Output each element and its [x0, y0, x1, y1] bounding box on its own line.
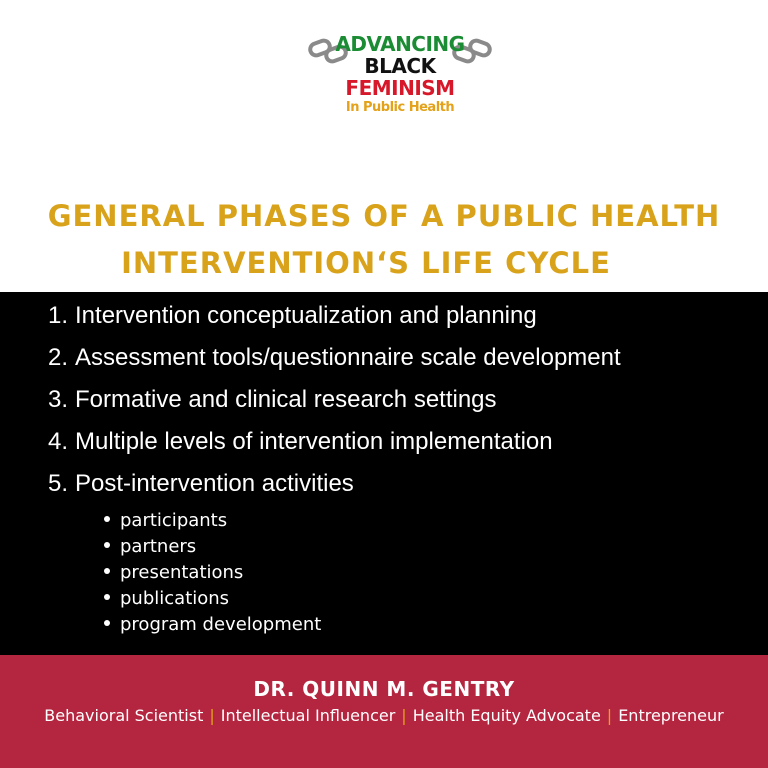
activity-list-item [104, 510, 227, 531]
bullet-icon [104, 568, 110, 574]
activity-label: presentations [120, 562, 244, 583]
role-label: Entrepreneur [618, 706, 724, 725]
phases-panel [0, 292, 768, 655]
phase-text: Intervention conceptualization and planning [75, 302, 537, 329]
role-separator: | [606, 706, 613, 725]
page-title-line-1: GENERAL PHASES OF A PUBLIC HEALTH [47, 199, 721, 233]
bullet-icon [104, 620, 110, 626]
activity-label: publications [120, 588, 230, 609]
phase-number: 3. [48, 386, 69, 413]
phase-item [48, 470, 354, 498]
activity-label: program development [120, 614, 322, 635]
phase-item [48, 428, 553, 456]
phase-number: 5. [48, 470, 69, 497]
bullet-icon [104, 542, 110, 548]
role-label: Intellectual Influencer [220, 706, 396, 725]
role-label: Behavioral Scientist [44, 706, 204, 725]
activity-label: partners [120, 536, 197, 557]
phase-text: Post-intervention activities [75, 470, 354, 497]
phase-number: 2. [48, 344, 69, 371]
activity-label: participants [120, 510, 228, 531]
logo-line-feminism: FEMINISM [345, 76, 455, 100]
bullet-icon [104, 594, 110, 600]
role-label: Health Equity Advocate [412, 706, 601, 725]
activity-list-item [104, 614, 321, 635]
phase-text: Assessment tools/questionnaire scale development [75, 344, 621, 371]
logo [300, 30, 500, 122]
footer [0, 655, 768, 768]
logo-line-advancing: ADVANCING [335, 32, 465, 56]
author-roles [0, 706, 768, 725]
phase-item [48, 344, 621, 372]
phase-text: Formative and clinical research settings [75, 386, 497, 413]
activity-list-item [104, 588, 229, 609]
logo-line-black: BLACK [364, 54, 436, 78]
page-title-line-2: INTERVENTION‘S LIFE CYCLE [121, 246, 611, 280]
phase-item [48, 302, 537, 330]
header-section [0, 0, 768, 292]
activity-list-item [104, 536, 196, 557]
phase-number: 4. [48, 428, 69, 455]
phase-number: 1. [48, 302, 69, 329]
role-separator: | [209, 706, 215, 725]
role-separator: | [401, 706, 407, 725]
phase-item [48, 386, 497, 414]
logo-line-public-health: In Public Health [345, 100, 455, 115]
activity-list-item [104, 562, 243, 583]
phase-text: Multiple levels of intervention implementation [75, 428, 553, 455]
author-name: DR. QUINN M. GENTRY [253, 677, 515, 701]
bullet-icon [104, 516, 110, 522]
